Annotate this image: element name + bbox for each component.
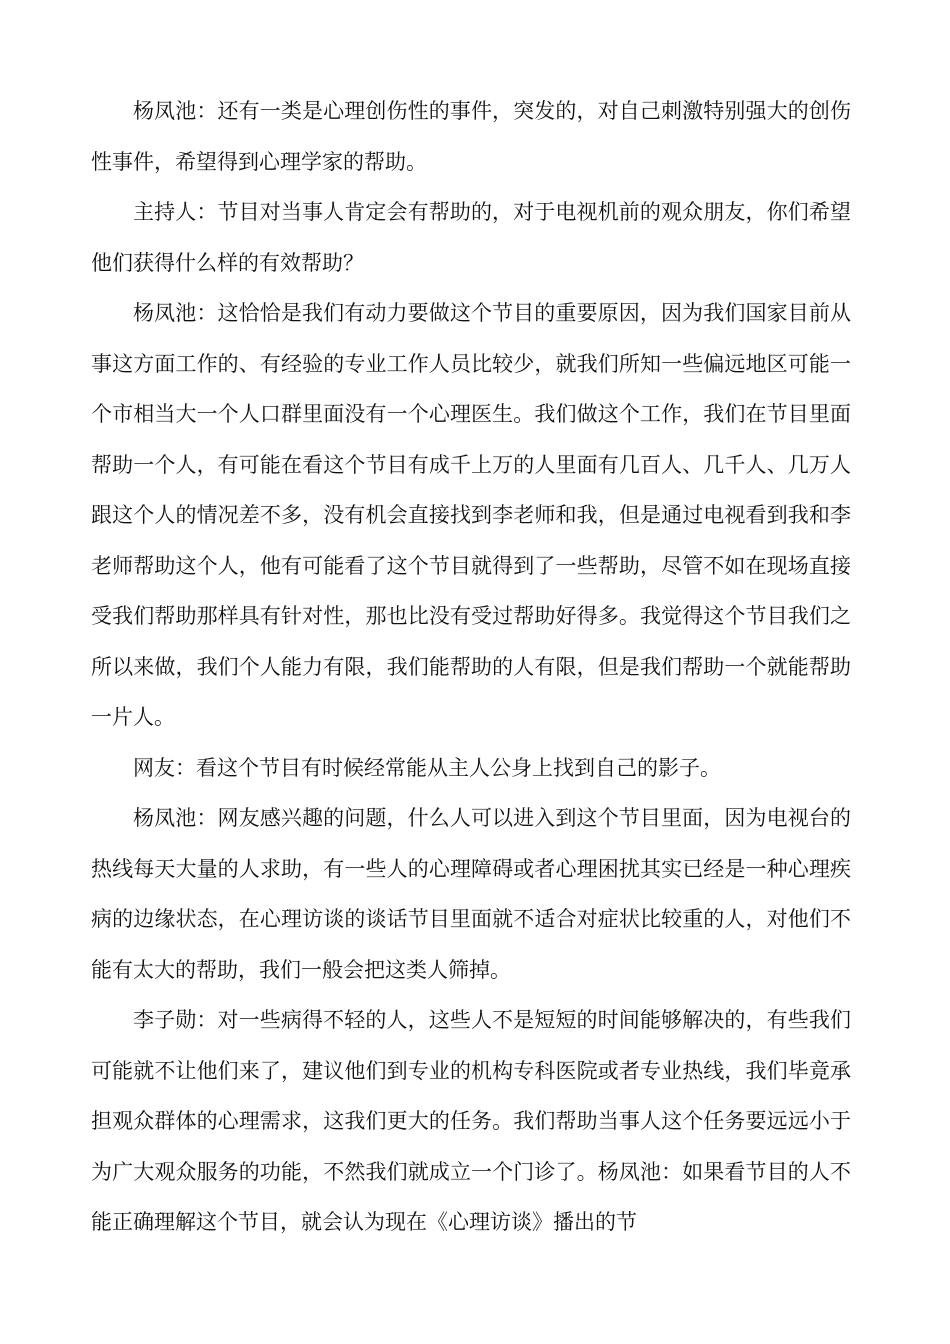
paragraph-yang-selection: 杨凤池：网友感兴趣的问题，什么人可以进入到这个节目里面，因为电视台的热线每天大量的人求助，有一些人的心理障碍或者心理困扰其实已经是一种心理疾病的边缘状态，在心理访谈的谈话节目里面就不适合对症状比较重的人，对他们不能有太大的帮助，我们一般会把这类人筛掉。 xyxy=(91,806,851,982)
paragraph-yang-motivation: 杨凤池：这恰恰是我们有动力要做这个节目的重要原因，因为我们国家目前从事这方面工作的、有经验的专业工作人员比较少，就我们所知一些偏远地区可能一个市相当大一个人口群里面没有一个心理医生。我们做这个工作，我们在节目里面帮助一个人，有可能在看这个节目有成千上万的人里面有几百人、几千人、几万人跟这个人的情况差不多，没有机会直接找到李老师和我，但是通过电视看到我和李老师帮助这个人，他有可能看了这个节目就得到了一些帮助，尽管不如在现场直接受我们帮助那样具有针对性，那也比没有受过帮助好得多。我觉得这个节目我们之所以来做，我们个人能力有限，我们能帮助的人有限，但是我们帮助一个就能帮助一片人。 xyxy=(91,301,851,729)
paragraph-yang-trauma: 杨凤池：还有一类是心理创伤性的事件，突发的，对自己刺激特别强大的创伤性事件，希望得到心理学家的帮助。 xyxy=(91,99,851,174)
document-page xyxy=(91,86,851,1248)
paragraph-netizen-comment: 网友：看这个节目有时候经常能从主人公身上找到自己的影子。 xyxy=(133,755,721,780)
paragraph-host-question: 主持人：节目对当事人肯定会有帮助的，对于电视机前的观众朋友，你们希望他们获得什么样的有效帮助？ xyxy=(91,200,851,275)
paragraph-li-severe-cases: 李子勋：对一些病得不轻的人，这些人不是短短的时间能够解决的，有些我们可能就不让他们来了，建议他们到专业的机构专科医院或者专业热线，我们毕竟承担观众群体的心理需求，这我们更大的任务。我们帮助当事人这个任务要远远小于为广大观众服务的功能，不然我们就成立一个门诊了。杨凤池：如果看节目的人不能正确理解这个节目，就会认为现在《心理访谈》播出的节 xyxy=(91,1008,851,1234)
